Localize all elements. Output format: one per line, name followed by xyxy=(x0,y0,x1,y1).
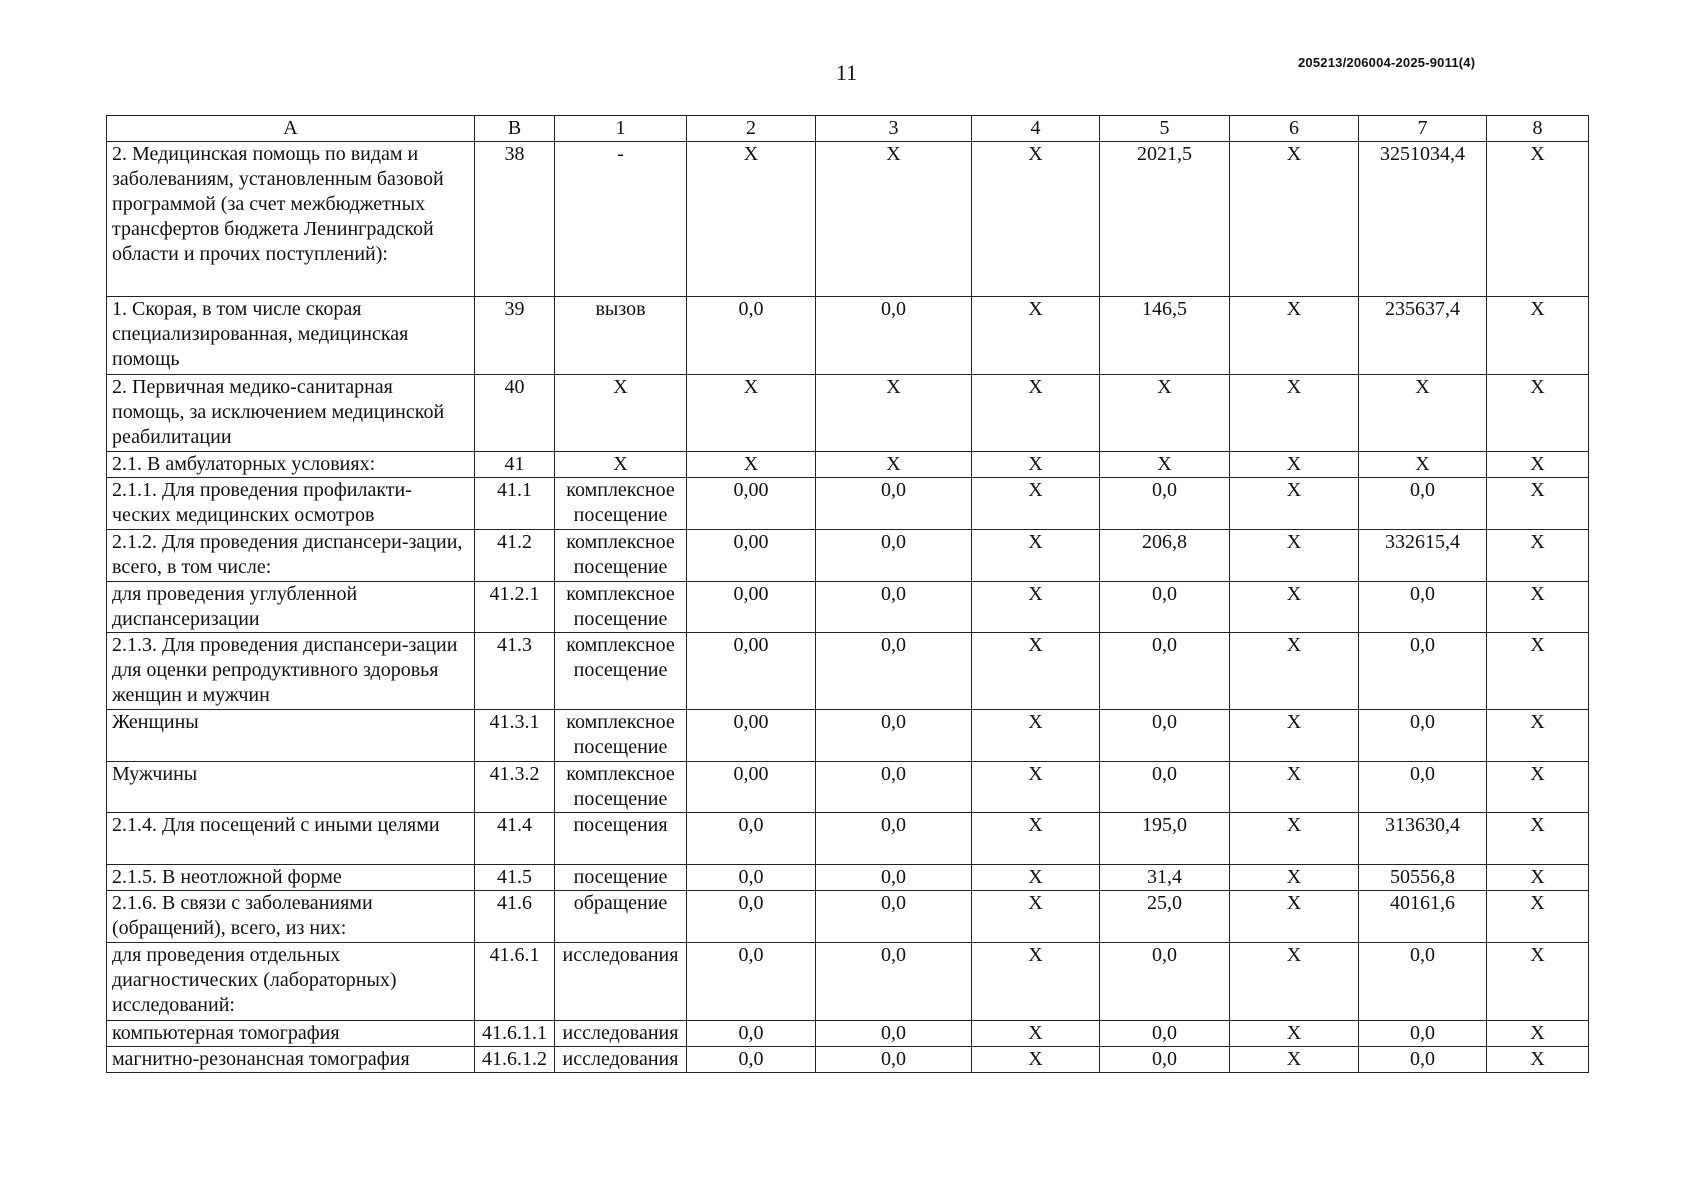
row-value: X xyxy=(972,891,1100,943)
row-code: 41 xyxy=(475,452,555,478)
table-row xyxy=(107,943,1589,1021)
row-code: 41.2.1 xyxy=(475,582,555,633)
document-id: 205213/206004-2025-9011(4) xyxy=(1298,55,1476,70)
row-value: 0,0 xyxy=(816,478,972,530)
row-value: X xyxy=(1487,142,1589,297)
row-value: 206,8 xyxy=(1100,530,1230,582)
table-row xyxy=(107,1021,1589,1047)
row-label: 2.1.6. В связи с заболеваниями (обращений), всего, из них: xyxy=(107,891,475,943)
table-row xyxy=(107,633,1589,710)
row-value: 0,0 xyxy=(687,1047,816,1073)
row-value: 50556,8 xyxy=(1359,865,1487,891)
row-value: 0,00 xyxy=(687,530,816,582)
row-value: X xyxy=(1487,710,1589,762)
row-value: 0,0 xyxy=(816,865,972,891)
row-value: 0,0 xyxy=(687,297,816,375)
row-value: X xyxy=(1230,478,1359,530)
row-value: X xyxy=(1487,633,1589,710)
row-code: 41.6 xyxy=(475,891,555,943)
row-value: 0,0 xyxy=(1359,1047,1487,1073)
row-value: X xyxy=(816,375,972,452)
row-code: 41.4 xyxy=(475,813,555,865)
row-code: 41.3 xyxy=(475,633,555,710)
row-value: 0,0 xyxy=(1359,478,1487,530)
row-value: 40161,6 xyxy=(1359,891,1487,943)
column-header: 6 xyxy=(1230,116,1359,142)
column-header: A xyxy=(107,116,475,142)
row-value: 0,00 xyxy=(687,762,816,813)
page-number: 11 xyxy=(835,60,858,85)
row-label: магнитно-резонансная томография xyxy=(107,1047,475,1073)
row-label: компьютерная томография xyxy=(107,1021,475,1047)
row-value: 0,0 xyxy=(1359,710,1487,762)
row-unit: исследования xyxy=(555,1021,687,1047)
row-value: X xyxy=(1487,943,1589,1021)
row-value: X xyxy=(1487,297,1589,375)
row-code: 39 xyxy=(475,297,555,375)
row-value: X xyxy=(1230,142,1359,297)
row-value: X xyxy=(687,375,816,452)
row-value: 0,0 xyxy=(1359,633,1487,710)
row-unit: комплексное посещение xyxy=(555,478,687,530)
row-unit: исследования xyxy=(555,1047,687,1073)
row-value: 0,0 xyxy=(687,891,816,943)
row-value: X xyxy=(972,452,1100,478)
row-label: Мужчины xyxy=(107,762,475,813)
row-label: 2.1.4. Для посещений с иными целями xyxy=(107,813,475,865)
table-row xyxy=(107,762,1589,813)
column-header: 1 xyxy=(555,116,687,142)
row-unit: посещение xyxy=(555,865,687,891)
table-row xyxy=(107,375,1589,452)
row-value: X xyxy=(1230,530,1359,582)
table-row xyxy=(107,297,1589,375)
table-row xyxy=(107,452,1589,478)
table-row xyxy=(107,710,1589,762)
row-unit: комплексное посещение xyxy=(555,710,687,762)
row-value: X xyxy=(972,1047,1100,1073)
row-label: для проведения углубленной диспансеризации xyxy=(107,582,475,633)
row-value: 0,00 xyxy=(687,582,816,633)
row-value: X xyxy=(1230,375,1359,452)
row-label: 2. Медицинская помощь по видам и заболеваниям, установленным базовой программой (за счет межбюджетных трансфертов бюджета Ленинградской области и прочих поступлений): xyxy=(107,142,475,297)
row-value: X xyxy=(972,142,1100,297)
row-value: 0,0 xyxy=(687,1021,816,1047)
row-code: 41.5 xyxy=(475,865,555,891)
row-value: 0,0 xyxy=(1100,582,1230,633)
row-value: 146,5 xyxy=(1100,297,1230,375)
row-code: 41.3.2 xyxy=(475,762,555,813)
row-value: X xyxy=(1487,1047,1589,1073)
row-value: X xyxy=(1230,452,1359,478)
row-value: X xyxy=(1487,530,1589,582)
row-code: 41.1 xyxy=(475,478,555,530)
row-value: 0,0 xyxy=(816,582,972,633)
row-unit: комплексное посещение xyxy=(555,582,687,633)
row-value: X xyxy=(1230,943,1359,1021)
table-row xyxy=(107,530,1589,582)
row-code: 41.6.1.1 xyxy=(475,1021,555,1047)
row-value: 2021,5 xyxy=(1100,142,1230,297)
row-code: 40 xyxy=(475,375,555,452)
row-value: X xyxy=(687,142,816,297)
row-value: 0,0 xyxy=(1359,943,1487,1021)
row-unit: - xyxy=(555,142,687,297)
row-unit: комплексное посещение xyxy=(555,530,687,582)
row-unit: комплексное посещение xyxy=(555,762,687,813)
row-label: Женщины xyxy=(107,710,475,762)
row-value: X xyxy=(1230,1047,1359,1073)
row-value: 0,00 xyxy=(687,633,816,710)
row-value: X xyxy=(1487,478,1589,530)
table-row xyxy=(107,478,1589,530)
row-value: X xyxy=(1230,297,1359,375)
row-value: 0,0 xyxy=(1100,1021,1230,1047)
row-value: 0,0 xyxy=(816,1021,972,1047)
row-code: 41.6.1.2 xyxy=(475,1047,555,1073)
row-value: 0,0 xyxy=(1359,1021,1487,1047)
row-value: 0,00 xyxy=(687,478,816,530)
table-row xyxy=(107,582,1589,633)
row-label: 1. Скорая, в том числе скорая специализированная, медицинская помощь xyxy=(107,297,475,375)
table-row xyxy=(107,865,1589,891)
row-label: 2.1.5. В неотложной форме xyxy=(107,865,475,891)
row-unit: вызов xyxy=(555,297,687,375)
table-row xyxy=(107,891,1589,943)
row-code: 38 xyxy=(475,142,555,297)
row-value: 0,0 xyxy=(816,710,972,762)
row-value: 0,0 xyxy=(687,943,816,1021)
column-header: 3 xyxy=(816,116,972,142)
row-value: 235637,4 xyxy=(1359,297,1487,375)
row-value: 0,00 xyxy=(687,710,816,762)
row-value: 0,0 xyxy=(816,891,972,943)
row-value: 31,4 xyxy=(1100,865,1230,891)
row-value: X xyxy=(1487,891,1589,943)
row-value: X xyxy=(1230,633,1359,710)
row-value: X xyxy=(1487,582,1589,633)
row-value: X xyxy=(1100,452,1230,478)
row-value: X xyxy=(1487,375,1589,452)
row-value: 0,0 xyxy=(687,813,816,865)
row-label: 2.1. В амбулаторных условиях: xyxy=(107,452,475,478)
row-code: 41.2 xyxy=(475,530,555,582)
column-header: 7 xyxy=(1359,116,1487,142)
row-value: X xyxy=(1230,582,1359,633)
row-value: X xyxy=(1487,1021,1589,1047)
row-value: X xyxy=(972,865,1100,891)
row-value: X xyxy=(1230,813,1359,865)
row-unit: X xyxy=(555,452,687,478)
header-row xyxy=(107,116,1589,142)
row-unit: обращение xyxy=(555,891,687,943)
row-code: 41.6.1 xyxy=(475,943,555,1021)
row-value: X xyxy=(972,582,1100,633)
column-header: 5 xyxy=(1100,116,1230,142)
row-value: 0,0 xyxy=(1100,1047,1230,1073)
row-value: 0,0 xyxy=(816,530,972,582)
column-header: 4 xyxy=(972,116,1100,142)
row-value: X xyxy=(687,452,816,478)
row-value: X xyxy=(1230,710,1359,762)
row-value: 3251034,4 xyxy=(1359,142,1487,297)
data-table xyxy=(106,115,1589,1073)
row-label: для проведения отдельных диагностических (лабораторных) исследований: xyxy=(107,943,475,1021)
row-value: X xyxy=(972,943,1100,1021)
row-value: 0,0 xyxy=(816,1047,972,1073)
row-value: X xyxy=(972,478,1100,530)
row-code: 41.3.1 xyxy=(475,710,555,762)
row-value: 0,0 xyxy=(1100,478,1230,530)
row-label: 2.1.1. Для проведения профилакти-ческих медицинских осмотров xyxy=(107,478,475,530)
row-value: 0,0 xyxy=(816,813,972,865)
row-value: 0,0 xyxy=(1100,762,1230,813)
row-value: X xyxy=(972,375,1100,452)
row-value: X xyxy=(972,633,1100,710)
row-unit: комплексное посещение xyxy=(555,633,687,710)
row-value: X xyxy=(972,297,1100,375)
row-value: X xyxy=(972,710,1100,762)
row-value: X xyxy=(1230,891,1359,943)
row-value: 0,0 xyxy=(816,297,972,375)
row-value: X xyxy=(1487,865,1589,891)
row-label: 2.1.2. Для проведения диспансери-зации, всего, в том числе: xyxy=(107,530,475,582)
row-unit: X xyxy=(555,375,687,452)
row-value: X xyxy=(972,530,1100,582)
row-value: 0,0 xyxy=(1359,762,1487,813)
table-row xyxy=(107,142,1589,297)
row-value: 332615,4 xyxy=(1359,530,1487,582)
row-value: X xyxy=(972,813,1100,865)
row-value: X xyxy=(972,762,1100,813)
row-value: X xyxy=(816,452,972,478)
row-label: 2.1.3. Для проведения диспансери-зации для оценки репродуктивного здоровья женщин и мужчин xyxy=(107,633,475,710)
table-row xyxy=(107,1047,1589,1073)
row-value: X xyxy=(1359,452,1487,478)
column-header: 8 xyxy=(1487,116,1589,142)
row-value: X xyxy=(1359,375,1487,452)
row-value: 0,0 xyxy=(1100,710,1230,762)
row-unit: исследования xyxy=(555,943,687,1021)
row-value: X xyxy=(1230,762,1359,813)
row-value: X xyxy=(1230,1021,1359,1047)
row-value: X xyxy=(1487,762,1589,813)
row-value: 0,0 xyxy=(816,762,972,813)
row-value: X xyxy=(1230,865,1359,891)
column-header: 2 xyxy=(687,116,816,142)
table-body xyxy=(107,142,1589,1073)
row-value: 0,0 xyxy=(687,865,816,891)
table-row xyxy=(107,813,1589,865)
row-value: 0,0 xyxy=(816,943,972,1021)
row-value: 313630,4 xyxy=(1359,813,1487,865)
column-header: B xyxy=(475,116,555,142)
row-value: X xyxy=(972,1021,1100,1047)
row-label: 2. Первичная медико-санитарная помощь, за исключением медицинской реабилитации xyxy=(107,375,475,452)
row-value: X xyxy=(1100,375,1230,452)
row-value: 0,0 xyxy=(1100,633,1230,710)
row-value: X xyxy=(1487,813,1589,865)
row-value: 195,0 xyxy=(1100,813,1230,865)
row-value: 0,0 xyxy=(1100,943,1230,1021)
row-value: 0,0 xyxy=(816,633,972,710)
row-value: 0,0 xyxy=(1359,582,1487,633)
row-value: X xyxy=(1487,452,1589,478)
row-value: 25,0 xyxy=(1100,891,1230,943)
row-unit: посещения xyxy=(555,813,687,865)
row-value: X xyxy=(816,142,972,297)
